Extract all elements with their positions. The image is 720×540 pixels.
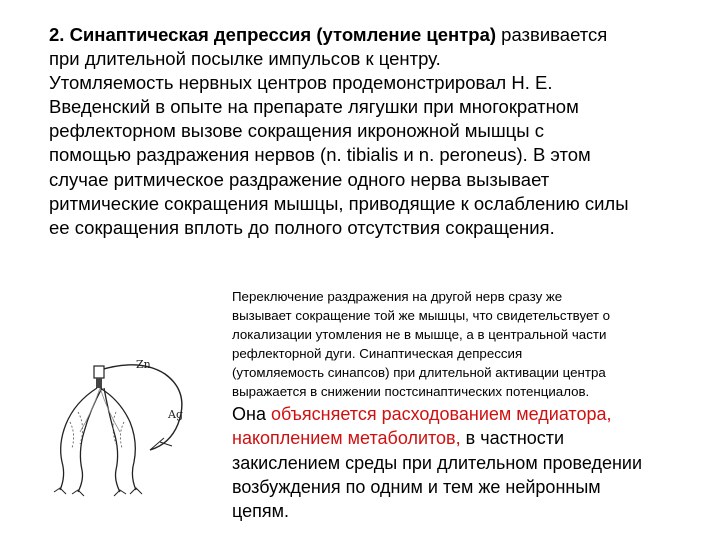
- intro-line: рефлекторном вызове сокращения икроножной мышцы с: [49, 120, 544, 142]
- explain-text: возбуждения по одним и тем же нейронным: [232, 476, 601, 497]
- intro-line: ритмические сокращения мышцы, приводящие к ослаблению силы: [49, 192, 629, 214]
- frog-preparation-figure: [40, 352, 230, 502]
- note-paragraph: [232, 288, 707, 401]
- silver-electrode-label: Ag: [168, 408, 183, 421]
- intro-title-rest: развивается: [496, 24, 608, 45]
- note-line: рефлекторной дуги. Синаптическая депрессия: [232, 345, 523, 361]
- explain-text: закислением среды при длительном проведении: [232, 452, 643, 473]
- note-line: локализации утомления не в мышце, а в центральной части: [232, 326, 607, 342]
- explain-text: цепям.: [232, 501, 289, 522]
- intro-line: помощью раздражения нервов (n. tibialis и n. peroneus). В этом: [49, 144, 591, 166]
- frog-preparation-drawing: [40, 352, 230, 502]
- explanation-paragraph: [232, 402, 710, 523]
- intro-line: Введенский в опыте на препарате лягушки при многократном: [49, 96, 579, 118]
- zinc-electrode-label: Zn: [136, 358, 151, 371]
- intro-line: при длительной посылке импульсов к центру.: [49, 48, 441, 70]
- note-line: Переключение раздражения на другой нерв сразу же: [232, 289, 563, 304]
- note-line: выражается в снижении постсинаптических потенциалов.: [232, 383, 590, 399]
- note-line: вызывает сокращение той же мышцы, что свидетельствует о: [232, 307, 611, 323]
- intro-title-bold: 2. Синаптическая депрессия (утомление центра): [49, 24, 497, 45]
- intro-line: случае ритмическое раздражение одного нерва вызывает: [49, 168, 550, 190]
- note-line: (утомляемость синапсов) при длительной активации центра: [232, 364, 606, 380]
- intro-line: ее сокращения вплоть до полного отсутствия сокращения.: [49, 216, 555, 238]
- explain-highlight: накоплением метаболитов,: [232, 428, 461, 449]
- intro-paragraph: [49, 23, 709, 240]
- explain-text: Она: [232, 404, 271, 424]
- intro-line: Утомляемость нервных центров продемонстрировал Н. Е.: [49, 72, 553, 94]
- explain-highlight: объясняется расходованием медиатора,: [270, 404, 612, 424]
- explain-text: в частности: [460, 428, 565, 449]
